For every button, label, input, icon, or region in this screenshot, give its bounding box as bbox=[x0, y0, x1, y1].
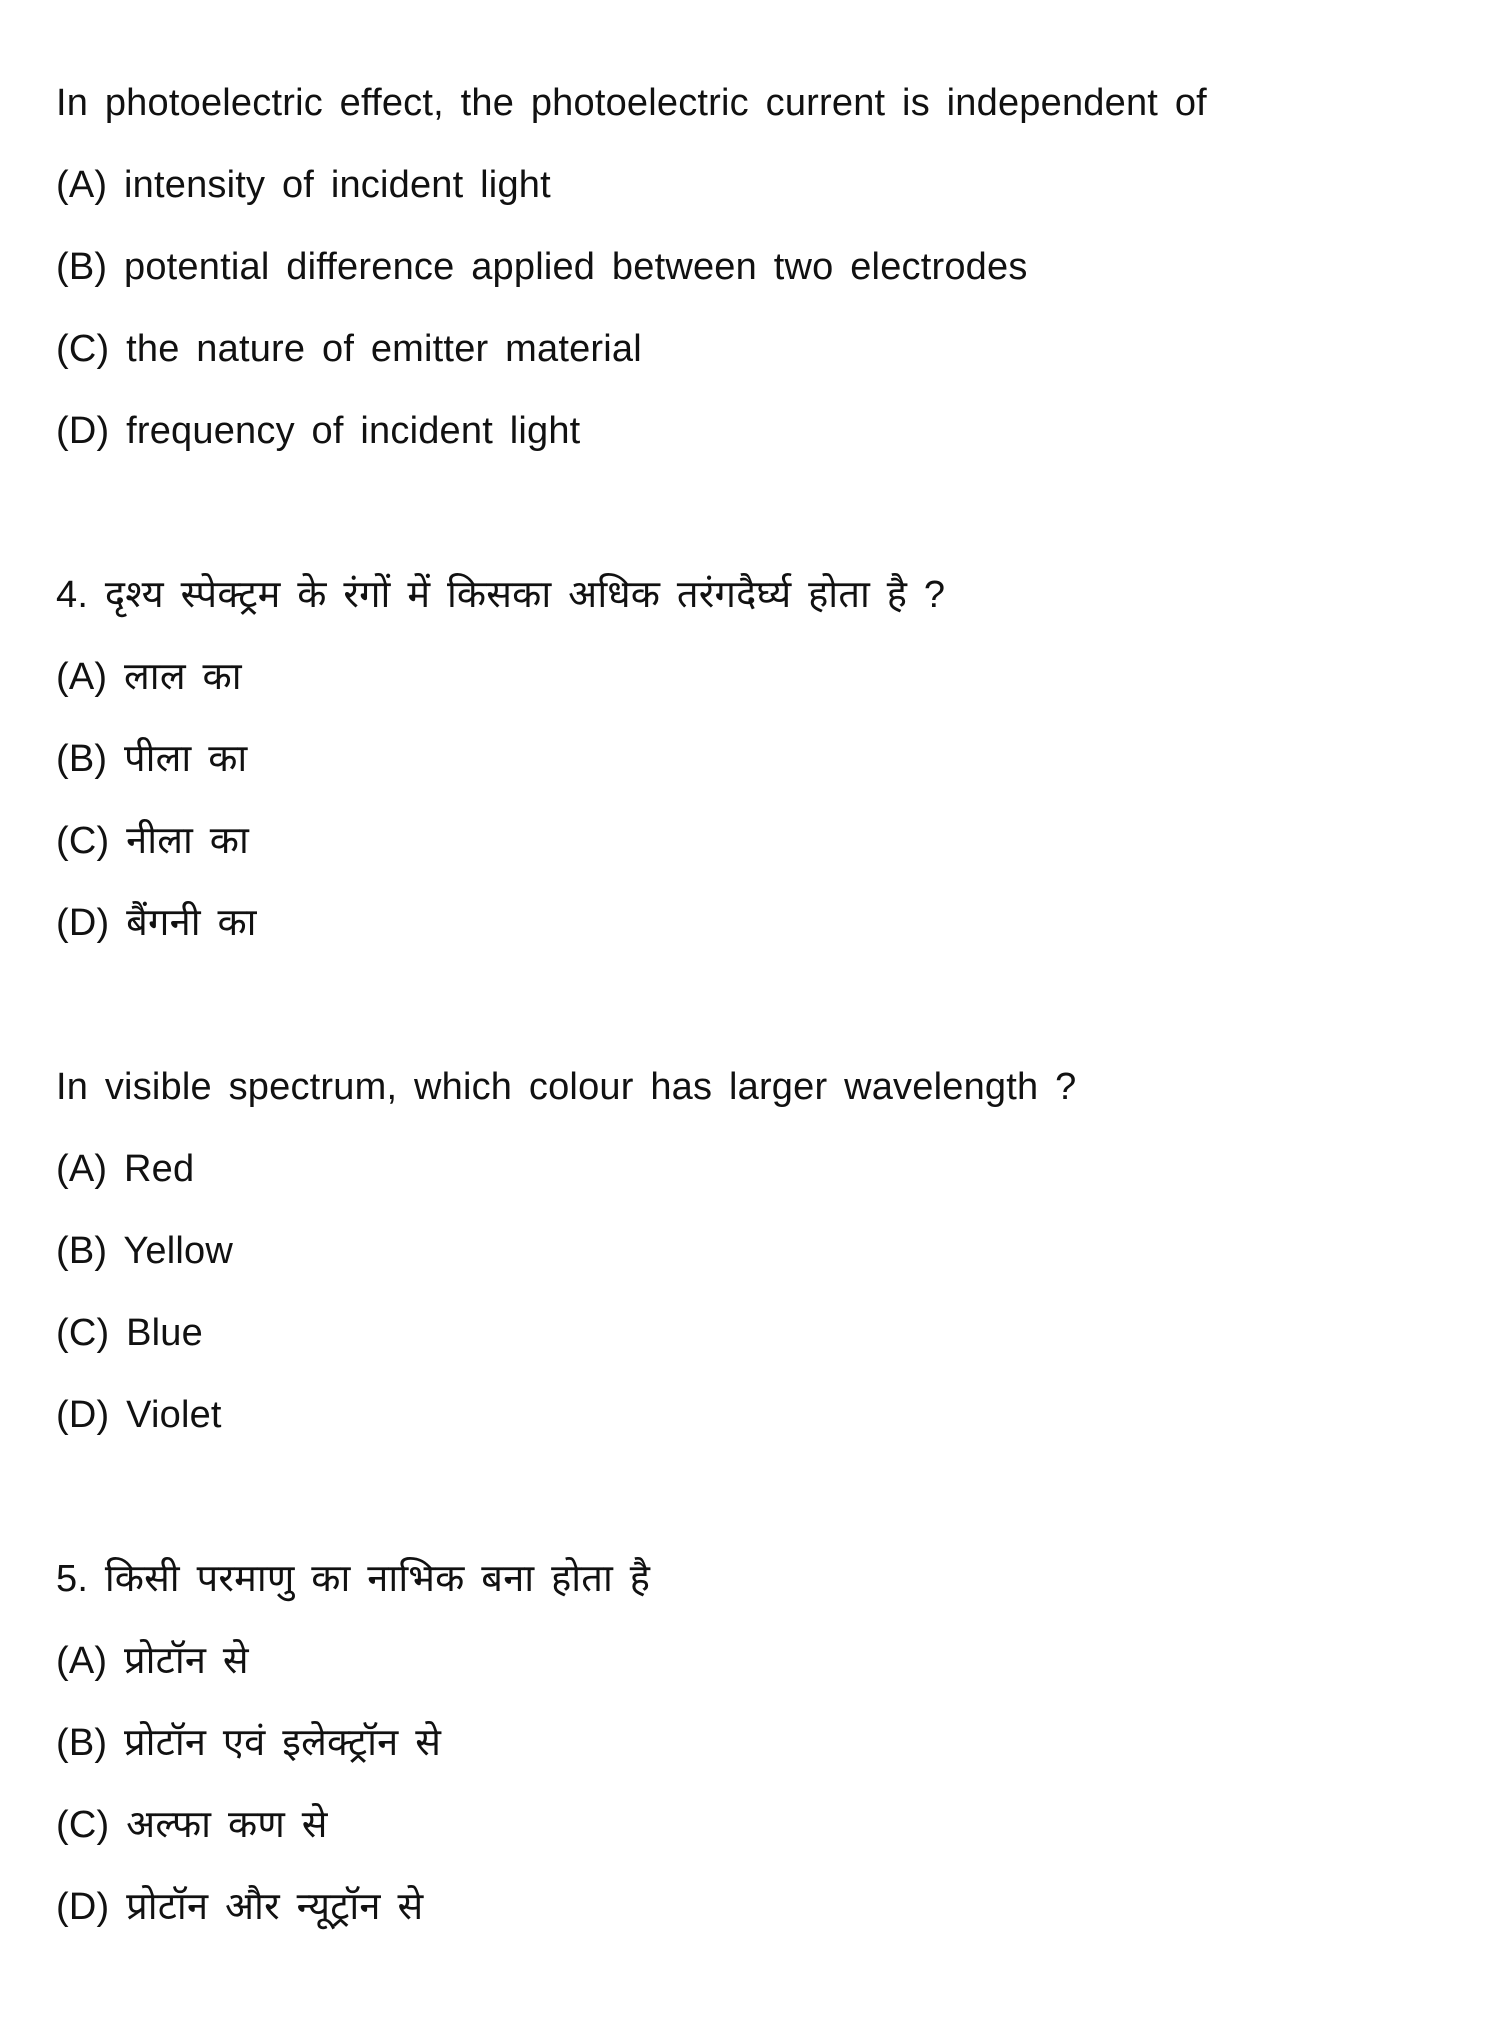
option-c: (C) नीला का bbox=[56, 820, 250, 862]
option-a: (A) लाल का bbox=[56, 656, 242, 698]
option-c: (C) अल्फा कण से bbox=[56, 1804, 328, 1846]
option-a: (A) Red bbox=[56, 1148, 195, 1190]
option-d: (D) Violet bbox=[56, 1394, 222, 1436]
option-d: (D) बैंगनी का bbox=[56, 902, 257, 944]
option-a: (A) intensity of incident light bbox=[56, 164, 551, 206]
option-a: (A) प्रोटॉन से bbox=[56, 1640, 249, 1682]
option-b: (B) प्रोटॉन एवं इलेक्ट्रॉन से bbox=[56, 1722, 442, 1764]
question-text: In visible spectrum, which colour has larger wavelength ? bbox=[56, 1066, 1077, 1108]
option-b: (B) पीला का bbox=[56, 738, 248, 780]
option-c: (C) Blue bbox=[56, 1312, 203, 1354]
question-text: 4. दृश्य स्पेक्ट्रम के रंगों में किसका अधिक तरंगदैर्घ्य होता है ? bbox=[56, 574, 946, 616]
option-d: (D) frequency of incident light bbox=[56, 410, 581, 452]
option-d: (D) प्रोटॉन और न्यूट्रॉन से bbox=[56, 1886, 424, 1928]
option-c: (C) the nature of emitter material bbox=[56, 328, 642, 370]
option-b: (B) Yellow bbox=[56, 1230, 233, 1272]
question-text: 5. किसी परमाणु का नाभिक बना होता है bbox=[56, 1558, 651, 1600]
question-text: In photoelectric effect, the photoelectric current is independent of bbox=[56, 82, 1207, 124]
option-b: (B) potential difference applied between two electrodes bbox=[56, 246, 1028, 288]
